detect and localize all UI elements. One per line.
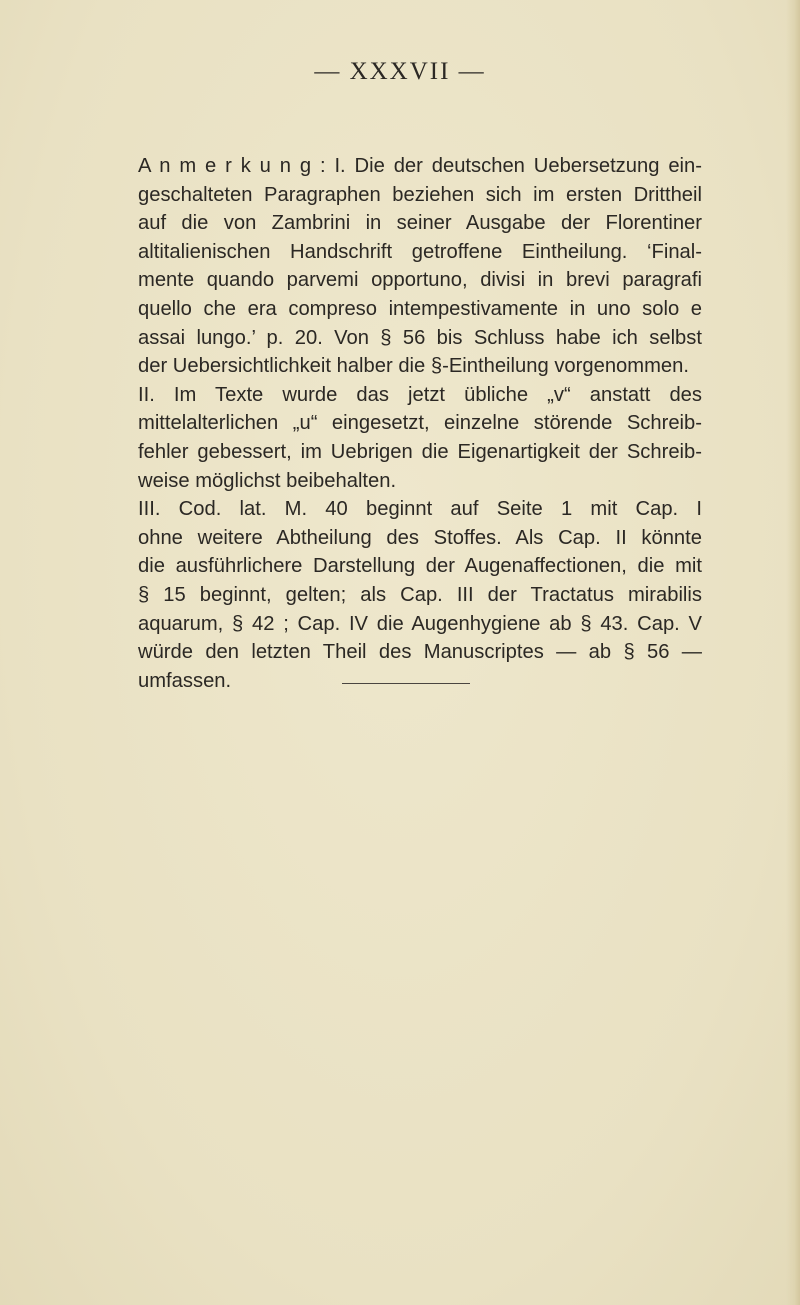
- text-line-19: umfassen.: [138, 669, 232, 692]
- text-line-15: die ausführlichere Darstellung der Augenaffectionen, die mit: [138, 555, 702, 578]
- text-line-9: II. Im Texte wurde das jetzt übliche „v“ anstatt des: [138, 383, 702, 406]
- text-line-4: altitalienischen Handschrift getroffene Eintheilung. ‘Final-: [138, 240, 702, 263]
- section-divider-rule: [342, 683, 470, 684]
- text-line-16: § 15 beginnt, gelten; als Cap. III der Tractatus mirabilis: [138, 583, 702, 606]
- text-line-12: weise möglichst beibehalten.: [138, 469, 397, 492]
- text-line-5: mente quando parvemi opportuno, divisi in brevi paragrafi: [138, 269, 702, 292]
- page-number-header: — XXXVII —: [314, 58, 486, 85]
- text-line-17: aquarum, § 42 ; Cap. IV die Augenhygiene ab § 43. Cap. V: [138, 612, 702, 635]
- text-line-6: quello che era compreso intempestivamente in uno solo e: [138, 297, 702, 320]
- text-line-1: A n m e r k u n g : I. Die der deutschen Uebersetzung ein-: [138, 155, 702, 177]
- text-line-7: assai lungo.’ p. 20. Von § 56 bis Schluss habe ich selbst: [138, 326, 702, 349]
- text-line-14: ohne weitere Abtheilung des Stoffes. Als Cap. II könnte: [138, 526, 702, 549]
- text-line-2: geschalteten Paragraphen beziehen sich im ersten Drittheil: [138, 183, 702, 206]
- annotation-paragraphs: [138, 152, 702, 695]
- page-edge-shadow: [786, 0, 800, 1305]
- text-line-18: würde den letzten Theil des Manuscriptes — ab § 56 —: [138, 641, 702, 664]
- text-line-11: fehler gebessert, im Uebrigen die Eigenartigkeit der Schreib-: [138, 440, 702, 463]
- text-line-10: mittelalterlichen „u“ eingesetzt, einzelne störende Schreib-: [138, 412, 702, 435]
- text-line-13: III. Cod. lat. M. 40 beginnt auf Seite 1 mit Cap. I: [138, 498, 702, 521]
- text-line-3: auf die von Zambrini in seiner Ausgabe der Florentiner: [138, 212, 702, 235]
- text-line-8: der Uebersichtlichkeit halber die §-Eintheilung vorgenommen.: [138, 355, 689, 378]
